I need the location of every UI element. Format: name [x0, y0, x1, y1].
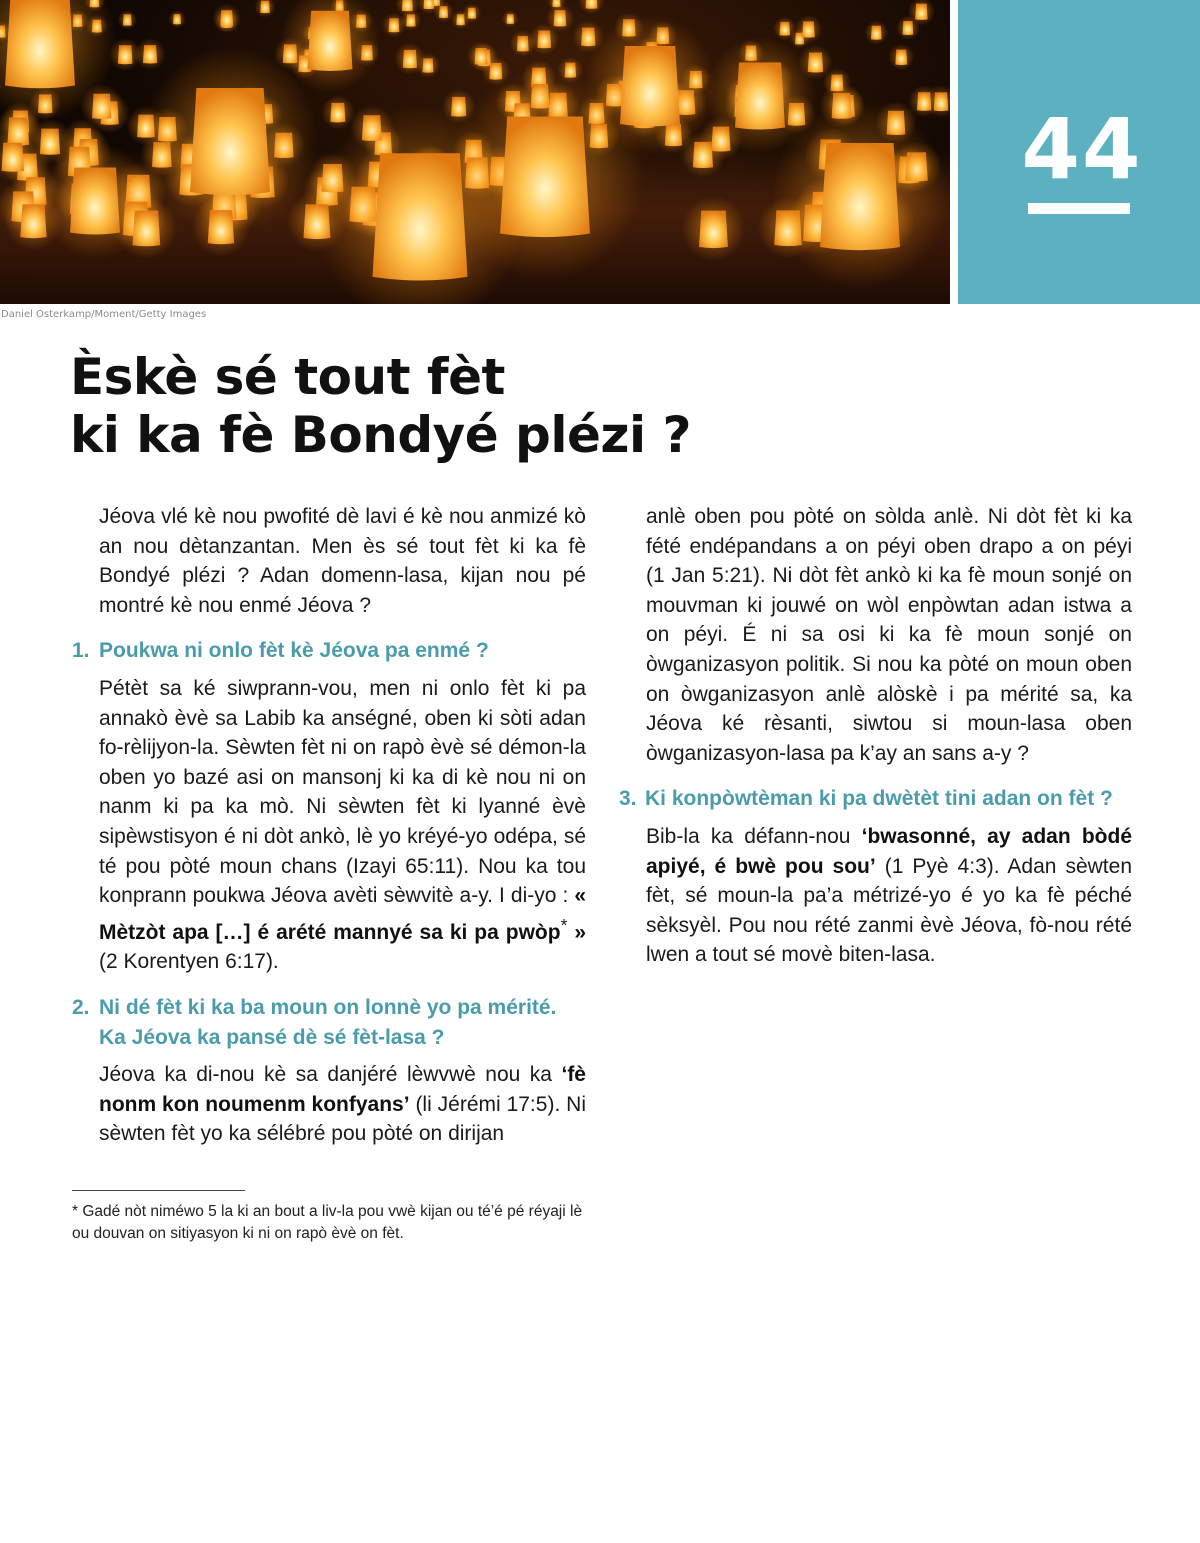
photo-credit: Daniel Osterkamp/Moment/Getty Images	[1, 309, 207, 320]
lesson-number: 44	[1021, 100, 1143, 198]
right-column	[619, 502, 1132, 970]
lantern	[802, 21, 815, 37]
lantern	[934, 92, 948, 111]
lantern	[5, 0, 75, 88]
question-2-number: 2.	[72, 995, 90, 1019]
footnote-divider	[72, 1190, 245, 1191]
lantern	[699, 211, 728, 248]
lantern	[780, 22, 791, 36]
left-column	[72, 502, 586, 1149]
lantern	[537, 30, 551, 48]
lantern	[190, 88, 270, 195]
lantern	[173, 14, 181, 24]
question-3-text: Ki konpòwtèman ki pa dwètèt tini adan on fèt ?	[645, 787, 1113, 811]
lantern	[581, 28, 595, 47]
question-1	[72, 636, 586, 666]
lantern	[70, 168, 120, 235]
lantern	[423, 0, 434, 9]
lantern	[735, 63, 785, 130]
lantern	[895, 50, 907, 65]
question-1-text: Poukwa ni onlo fèt kè Jéova pa enmé ?	[99, 639, 489, 663]
lantern	[517, 36, 529, 51]
lantern	[820, 143, 900, 250]
hero-photo	[0, 0, 950, 304]
lantern	[693, 142, 713, 168]
footnote: * Gadé nòt niméwo 5 la ki an bout a liv-la pou vwè kijan ou té’é pé réyaji lè ou douvan on sitiyasyon ki ni on rapò èvè on fèt.	[72, 1203, 583, 1242]
lantern	[123, 14, 132, 25]
lantern	[308, 11, 353, 71]
title-line-2: ki ka fè Bondyé plézi ?	[70, 406, 692, 464]
answer-2-text-start: Jéova ka di-nou kè sa danjéré lèwvwè nou ka	[99, 1063, 562, 1087]
answer-3-text-start: Bib-la ka défann-nou	[646, 824, 862, 848]
answer-1-reference: (2 Korentyen 6:17).	[99, 950, 279, 974]
answer-3-text-end: (1 Pyè 4:3). Adan sèwten fèt, sé moun-la pa’a métrizé-yo é yo ka fè péché sèksyèl. Pou nou rété zanmi èvè Jéova, fò-nou rété lwen a tout sé movè biten-lasa.	[646, 854, 1132, 967]
answer-3-paragraph	[619, 822, 1132, 970]
footnote-marker[interactable]: *	[560, 914, 568, 935]
lesson-number-underline	[1028, 203, 1130, 214]
question-2	[72, 993, 586, 1052]
lantern	[620, 46, 680, 126]
lantern	[260, 1, 270, 14]
answer-2-quote: ‘fè nonm kon noumenm konfyans’	[99, 1063, 586, 1116]
lantern	[143, 45, 157, 63]
lantern	[871, 26, 882, 40]
lantern	[586, 0, 598, 9]
lantern	[506, 14, 514, 24]
question-2-text: Ni dé fèt ki ka ba moun on lonnè yo pa mérité. Ka Jéova ka pansé dè sé fèt-lasa ?	[99, 995, 557, 1049]
lantern	[468, 8, 477, 19]
answer-1-quote-end: »	[567, 920, 586, 944]
answer-1-paragraph	[72, 674, 586, 977]
lanterns-illustration	[0, 0, 950, 304]
lantern	[402, 0, 413, 11]
answer-2-paragraph	[72, 1060, 586, 1149]
lantern	[439, 6, 448, 18]
answer-3-quote: ‘bwasonné, ay adan bòdé apiyé, é bwè pou sou’	[646, 824, 1132, 878]
lantern	[92, 94, 111, 119]
lantern	[902, 21, 913, 35]
lantern	[915, 4, 928, 20]
lantern	[554, 10, 567, 26]
question-1-number: 1.	[72, 639, 90, 663]
answer-2-continued: anlè oben pou pòté on sòlda anlè. Ni dòt fèt ki ka fété endépandans a on péyi oben drapo a on péyi (1 Jan 5:21). Ni dòt fèt ankò ki ka fè moun sonjé on mouvman ki jouwé on wòl enpòwtan adan istwa a on péyi. É ni sa osi ki ka fè moun sonjé on òwganizasyon politik. Si nou ka pòté on moun oben on òwganizasyon anlè alòskè i pa mérité sa, ka Jéova ké rèsanti, siwtou si moun-lasa oben òwganizasyon-lasa pa k’ay an sans a-y ?	[646, 505, 1132, 765]
lantern	[403, 50, 417, 68]
question-3	[619, 784, 1132, 814]
lantern	[2, 143, 25, 172]
answer-2-text-mid: (li Jérémi 17:5). Ni sèwten fèt yo ka sélébré pou pòté on dirijan	[99, 1092, 586, 1146]
lantern	[389, 18, 400, 32]
answer-1-quote: « Mètzòt apa […] é arété mannyé sa ki pa pwòp	[99, 884, 586, 944]
lantern	[118, 45, 133, 64]
lantern	[330, 103, 345, 123]
question-3-number: 3.	[619, 787, 637, 811]
lantern	[220, 10, 233, 27]
lantern	[373, 153, 468, 280]
answer-1-text: Pétèt sa ké siwprann-vou, men ni onlo fèt ki pa annakò èvè sa Labib ka anségné, oben ki sòti adan fo-rèlijyon-la. Sèwten fèt ni on rapò èvè sé démon-la oben yo bazé asi on mansonj ki ka di kè nou ni on nanm ki pa ka mò. Ni sèwten fèt ki lyanné èvè sipèwstisyon é ni dòt ankò, lè yo kréyé-yo odépa, sé té pou pòté moun chans (Izayi 65:11). Nou ka tou konprann poukwa Jéova avèti sèwvitè a-y. I di-yo :	[99, 676, 586, 908]
intro-paragraph: Jéova vlé kè nou pwofité dè lavi é kè nou anmizé kò an nou dètanzantan. Men ès sé tout fèt ki ka fè Bondyé plézi ? Adan domenn-lasa, kijan nou pé montré kè nou enmé Jéova ?	[99, 505, 586, 617]
lesson-number-panel	[958, 0, 1200, 304]
title-line-1: Èskè sé tout fèt	[70, 348, 505, 406]
lantern	[475, 48, 488, 65]
lantern	[808, 53, 823, 73]
page-title	[70, 348, 770, 464]
